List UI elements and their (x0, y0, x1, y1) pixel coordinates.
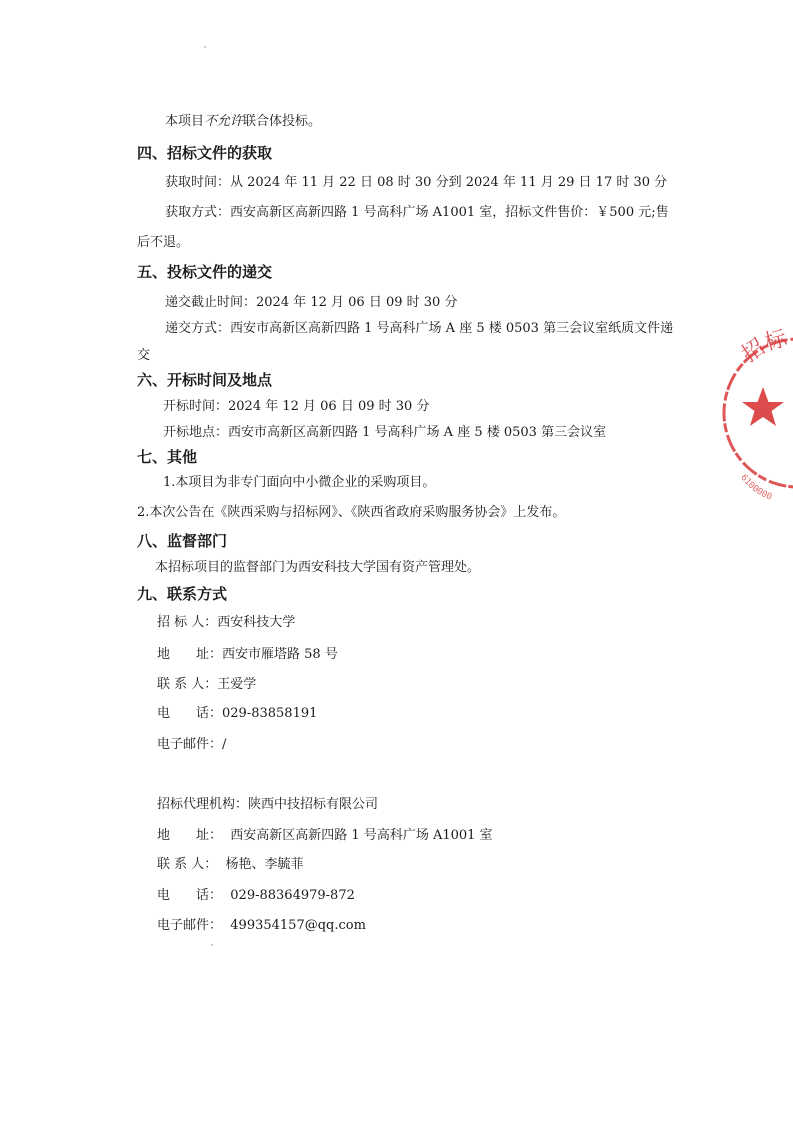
section-7-heading: 七、其他 (137, 448, 198, 466)
submission-method-cont: 交 (137, 348, 151, 363)
seal-star-icon (742, 387, 784, 426)
buyer-email-value: / (222, 737, 227, 752)
supervision-text: 本招标项目的监督部门为西安科技大学国有资产管理处。 (155, 560, 481, 575)
agent-name-value: 陕西中技招标有限公司 (248, 797, 379, 812)
agent-name-label: 招标代理机构： (157, 797, 249, 812)
agent-contact-label: 联 系 人： (157, 857, 218, 872)
agent-address-value: 西安高新区高新四路 1 号高科广场 A1001 室 (230, 828, 493, 843)
section-9-heading: 九、联系方式 (137, 585, 228, 603)
buyer-name-value: 西安科技大学 (217, 615, 296, 630)
buyer-address (157, 647, 338, 663)
buyer-phone-label: 电 话： (157, 706, 223, 721)
section-6-heading: 六、开标时间及地点 (137, 371, 273, 389)
submission-deadline: 递交截止时间：2024 年 12 月 06 日 09 时 30 分 (165, 295, 458, 310)
agent-phone-value: 029-88364979-872 (230, 888, 355, 903)
buyer-contact-label: 联 系 人： (157, 677, 218, 692)
acquisition-method: 获取方式：西安高新区高新四路 1 号高科广场 A1001 室，招标文件售价：￥500 元;售 (165, 205, 669, 220)
buyer-contact (157, 677, 256, 693)
agent-address (157, 828, 493, 844)
section-4-heading: 四、招标文件的获取 (137, 144, 273, 162)
buyer-name (157, 615, 295, 631)
other-item-1: 1.本项目为非专门面向中小微企业的采购项目。 (163, 475, 436, 490)
acquisition-time: 获取时间：从 2024 年 11 月 22 日 08 时 30 分到 2024 年 11 月 29 日 17 时 30 分 (165, 175, 668, 190)
acquisition-method-cont: 后不退。 (137, 235, 190, 250)
buyer-phone (157, 706, 317, 722)
buyer-phone-value: 029-83858191 (222, 706, 318, 721)
agent-contact (157, 857, 304, 873)
agent-email (157, 918, 366, 934)
consortium-note-post: 联合体投标。 (243, 114, 322, 129)
buyer-address-value: 西安市雁塔路 58 号 (222, 647, 338, 662)
opening-place: 开标地点：西安市高新区高新四路 1 号高科广场 A 座 5 楼 0503 第三会议室 (163, 425, 607, 440)
agent-contact-value: 杨艳、李毓菲 (225, 857, 304, 872)
seal-arc-text: 招标 (737, 326, 790, 368)
company-seal-stamp (718, 325, 793, 505)
scan-speck (211, 944, 213, 946)
section-5-heading: 五、投标文件的递交 (137, 263, 273, 281)
seal-digits: 6100000 (738, 472, 774, 503)
consortium-note (165, 114, 321, 130)
section-8-heading: 八、监督部门 (137, 532, 228, 550)
scan-speck (204, 46, 206, 48)
consortium-note-emphasis: 不允许 (204, 114, 244, 129)
buyer-name-label: 招 标 人： (157, 615, 218, 630)
buyer-address-label: 地 址： (157, 647, 223, 662)
consortium-note-pre: 本项目 (165, 114, 205, 129)
agent-name (157, 797, 378, 813)
submission-method: 递交方式：西安市高新区高新四路 1 号高科广场 A 座 5 楼 0503 第三会议室纸质文件递 (165, 321, 674, 336)
buyer-email-label: 电子邮件： (157, 737, 223, 752)
opening-time: 开标时间：2024 年 12 月 06 日 09 时 30 分 (163, 399, 430, 414)
agent-phone-label: 电 话： (157, 888, 223, 903)
other-item-2: 2.本次公告在《陕西采购与招标网》、《陕西省政府采购服务协会》上发布。 (137, 505, 566, 520)
buyer-email (157, 737, 226, 753)
buyer-contact-value: 王爱学 (217, 677, 257, 692)
agent-email-value: 499354157@qq.com (230, 918, 366, 933)
agent-address-label: 地 址： (157, 828, 223, 843)
agent-email-label: 电子邮件： (157, 918, 223, 933)
agent-phone (157, 888, 355, 904)
